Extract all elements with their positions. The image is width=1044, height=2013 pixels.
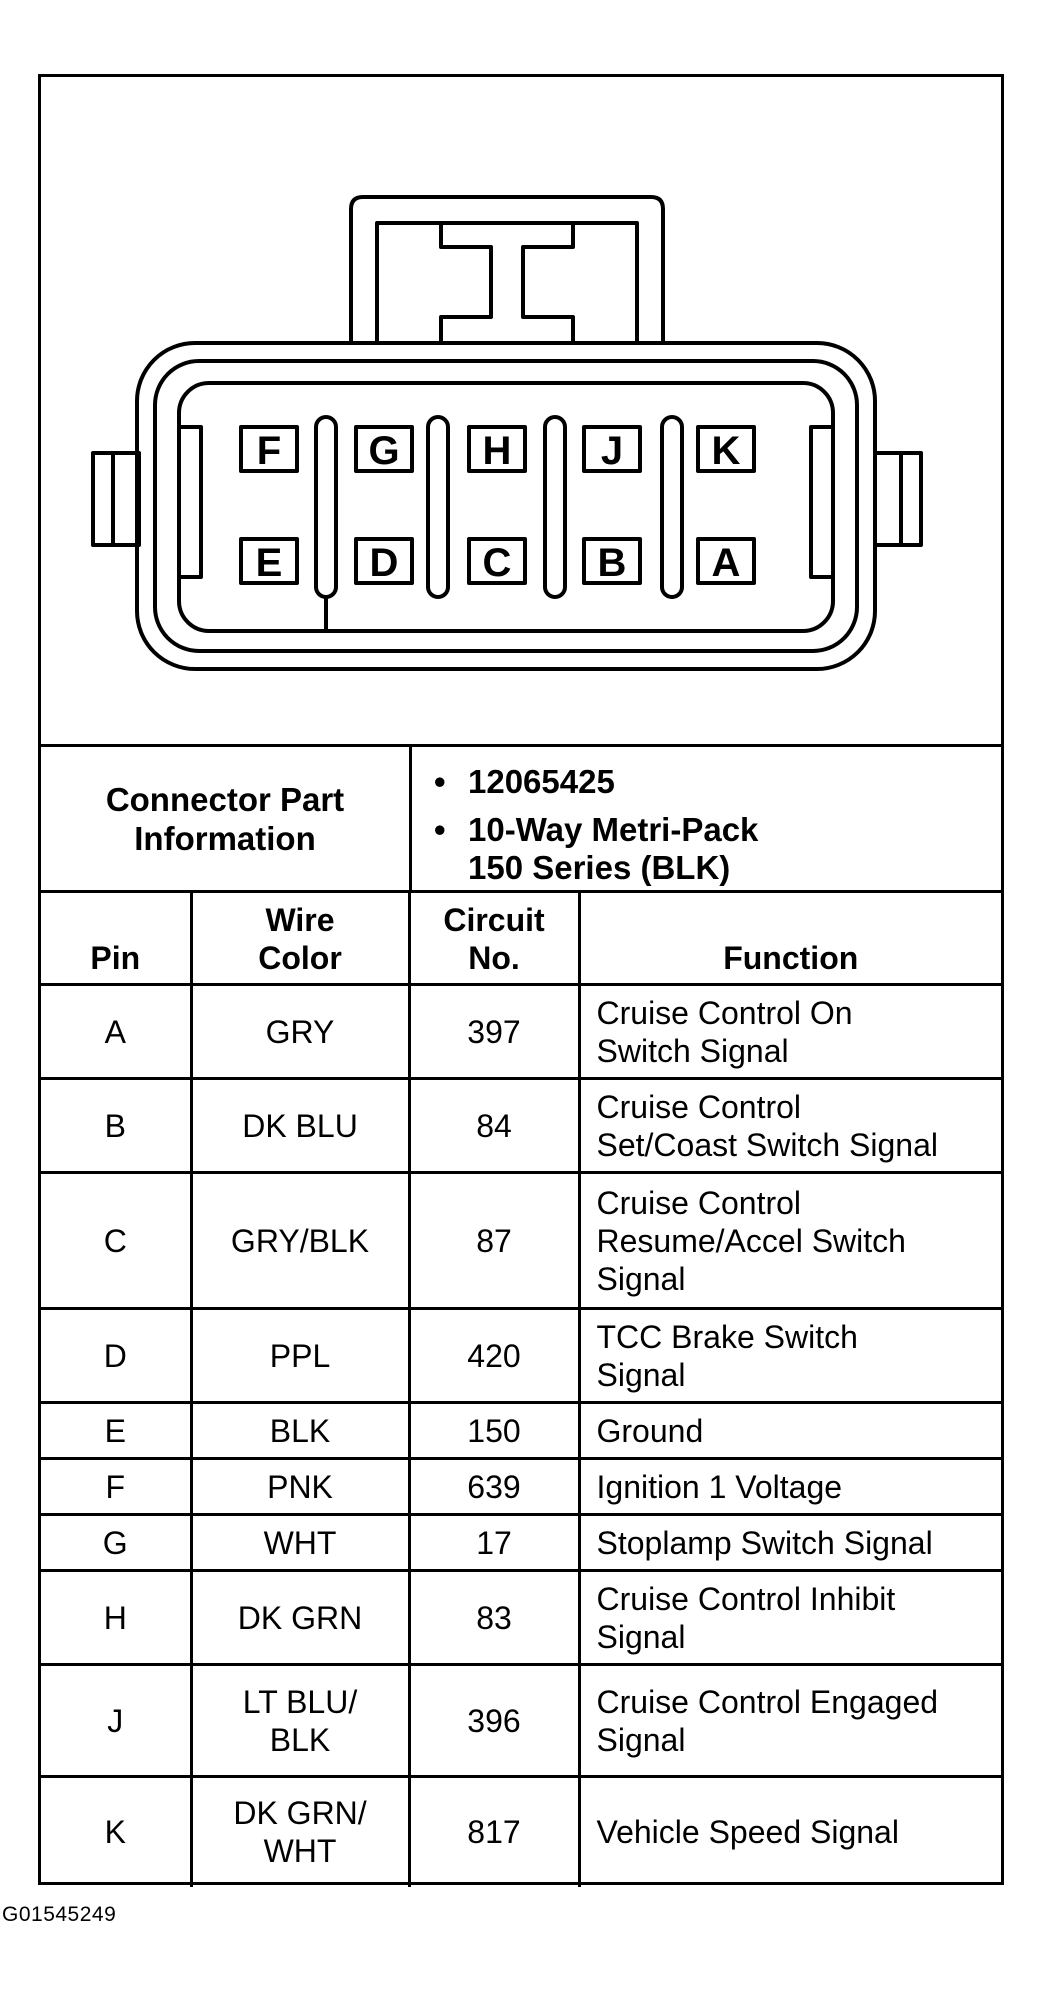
pin-table (41, 893, 1001, 1887)
connector-diagram (41, 77, 1001, 747)
part-info-list (412, 747, 1001, 890)
table-row (41, 1665, 1001, 1777)
pin-label-C: C (482, 541, 512, 585)
cell-circuit: 639 (409, 1459, 579, 1515)
cell-pin: E (41, 1403, 191, 1459)
pin-label-A: A (711, 541, 741, 585)
pin-label-E: E (255, 541, 283, 585)
connector-series: • 10-Way Metri-Pack 150 Series (BLK) (468, 811, 988, 887)
cell-pin: C (41, 1173, 191, 1309)
cell-wire-color: PPL (191, 1309, 409, 1403)
cell-wire-color: DK GRN (191, 1571, 409, 1665)
cell-pin: K (41, 1777, 191, 1887)
cell-circuit: 83 (409, 1571, 579, 1665)
lock-tab-outline (351, 197, 663, 343)
cell-wire-color: BLK (191, 1403, 409, 1459)
cell-function: Cruise Control On Switch Signal (579, 985, 1001, 1079)
column-separator (428, 417, 448, 597)
pin-label-J: J (600, 429, 624, 473)
column-separator (316, 417, 336, 597)
left-guide (179, 427, 201, 577)
cell-pin: F (41, 1459, 191, 1515)
table-row (41, 1777, 1001, 1887)
cell-pin: D (41, 1309, 191, 1403)
connector-body-second (155, 361, 857, 651)
lock-tab-inner (377, 223, 637, 343)
column-separator (662, 417, 682, 597)
cell-wire-color: GRY (191, 985, 409, 1079)
connector-chart-frame (38, 74, 1004, 1885)
cell-pin: B (41, 1079, 191, 1173)
figure-code: G01545249 (2, 1903, 117, 1926)
cell-function: Cruise Control Set/Coast Switch Signal (579, 1079, 1001, 1173)
header-pin: Pin (41, 893, 191, 985)
cell-circuit: 150 (409, 1403, 579, 1459)
lock-tab-t-slot (441, 223, 573, 343)
pin-label-F: F (256, 429, 282, 473)
cell-pin: G (41, 1515, 191, 1571)
cell-wire-color: DK GRN/ WHT (191, 1777, 409, 1887)
header-circuit: Circuit No. (409, 893, 579, 985)
pin-label-K: K (711, 429, 741, 473)
part-number: • 12065425 (468, 763, 988, 801)
cell-pin: A (41, 985, 191, 1079)
cell-circuit: 17 (409, 1515, 579, 1571)
cell-pin: H (41, 1571, 191, 1665)
header-wire-color: Wire Color (191, 893, 409, 985)
pin-label-D: D (369, 541, 399, 585)
pin-label-H: H (482, 429, 512, 473)
cell-circuit: 396 (409, 1665, 579, 1777)
pin-label-G: G (368, 429, 400, 473)
cell-pin: J (41, 1665, 191, 1777)
cell-circuit: 84 (409, 1079, 579, 1173)
connector-body-outer (137, 343, 875, 669)
table-row (41, 1515, 1001, 1571)
cell-function: Cruise Control Inhibit Signal (579, 1571, 1001, 1665)
table-row (41, 1459, 1001, 1515)
connector-body-inner (179, 383, 833, 631)
right-guide (811, 427, 833, 577)
cell-function: Stoplamp Switch Signal (579, 1515, 1001, 1571)
cell-wire-color: PNK (191, 1459, 409, 1515)
cell-function: Cruise Control Engaged Signal (579, 1665, 1001, 1777)
cell-wire-color: DK BLU (191, 1079, 409, 1173)
cell-wire-color: LT BLU/ BLK (191, 1665, 409, 1777)
table-row (41, 1403, 1001, 1459)
connector-part-info (41, 747, 1001, 893)
table-row (41, 1309, 1001, 1403)
cell-wire-color: WHT (191, 1515, 409, 1571)
right-latch (875, 453, 921, 545)
part-info-label: Connector Part Information (105, 780, 345, 857)
connector-face-drawing (41, 77, 1001, 744)
cell-wire-color: GRY/BLK (191, 1173, 409, 1309)
table-row (41, 985, 1001, 1079)
left-latch (93, 453, 139, 545)
cell-function: Ground (579, 1403, 1001, 1459)
table-header-row (41, 893, 1001, 985)
table-row (41, 1079, 1001, 1173)
cell-circuit: 87 (409, 1173, 579, 1309)
cell-circuit: 397 (409, 985, 579, 1079)
table-row (41, 1173, 1001, 1309)
cell-function: Vehicle Speed Signal (579, 1777, 1001, 1887)
header-function: Function (579, 893, 1001, 985)
pin-label-B: B (597, 541, 627, 585)
column-separator (545, 417, 565, 597)
table-row (41, 1571, 1001, 1665)
cell-circuit: 420 (409, 1309, 579, 1403)
cell-circuit: 817 (409, 1777, 579, 1887)
cell-function: Ignition 1 Voltage (579, 1459, 1001, 1515)
part-info-label-cell (41, 747, 412, 890)
cell-function: TCC Brake Switch Signal (579, 1309, 1001, 1403)
cell-function: Cruise Control Resume/Accel Switch Signal (579, 1173, 1001, 1309)
